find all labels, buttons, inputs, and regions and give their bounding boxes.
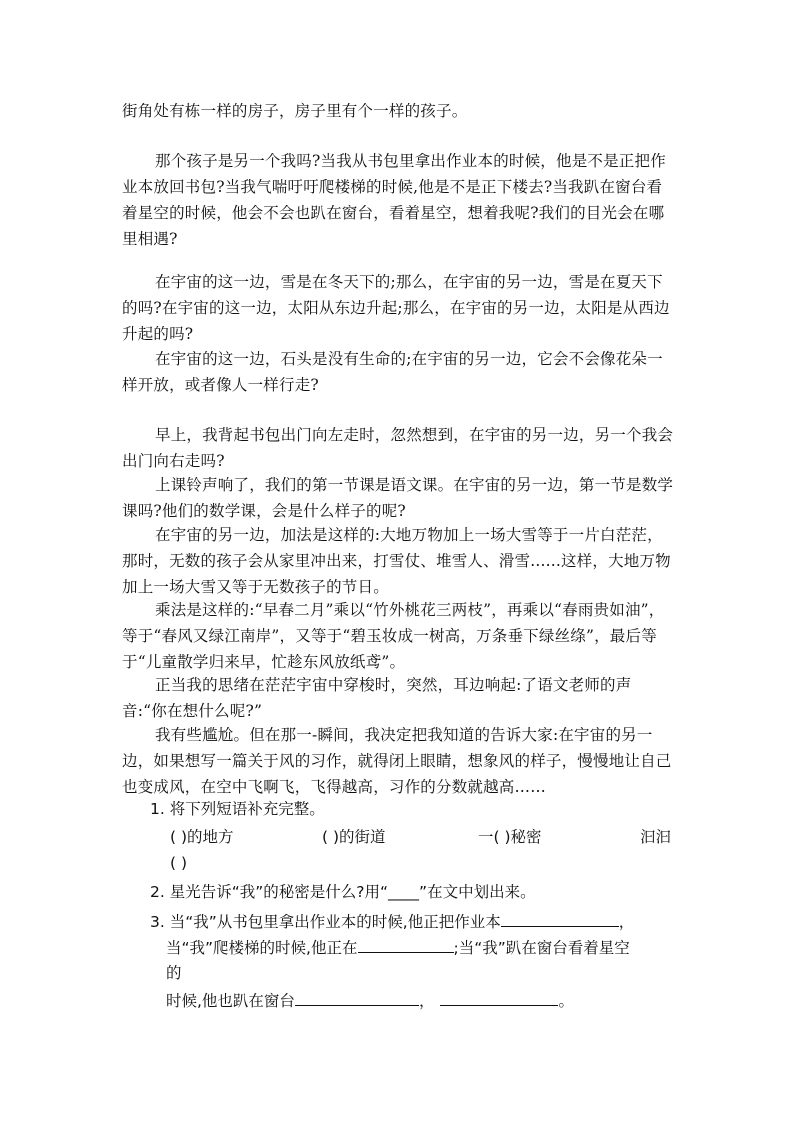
question-3-line-4 [166, 989, 574, 1012]
question-1-blank-1[interactable]: ( )的地方 [170, 828, 234, 846]
passage-paragraph-6: 在宇宙的另一边，加法是这样的:大地万物加上一场大雪等于一片白茫茫，那时，无数的孩子会从家里冲出来，打雪仗、堆雪人、滑雪......这样，大地万物加上一场大雪又等于无数孩子的节日。 [122, 526, 671, 596]
question-3-prompt-4: 时候,他也趴在窗台 [166, 992, 295, 1010]
question-1-title: 1. 将下列短语补充完整。 [150, 800, 325, 818]
answer-blank-4[interactable] [440, 989, 558, 1006]
question-3-line-2 [166, 936, 630, 959]
question-3-prompt-3: ;当“我”趴在窗台看着星空 [453, 939, 630, 957]
passage-paragraph-5: 上课铃声响了，我们的第一节课是语文课。在宇宙的另一边，第一节是数学课吗?他们的数学课，会是什么样子的呢? [122, 476, 674, 520]
question-3-prompt-1: 3. 当“我”从书包里拿出作业本的时候,他正把作业本 [150, 913, 501, 931]
question-1-item-4-label: 汩汩 [640, 828, 672, 846]
answer-blank-3[interactable] [295, 989, 419, 1006]
question-1-blank-2[interactable]: ( )的街道 [322, 828, 386, 846]
passage-paragraph-9: 我有些尴尬。但在那一-瞬间，我决定把我知道的告诉大家:在宇宙的另一边，如果想写一篇关于风的习作，就得闭上眼睛，想象风的样子，慢慢地让自己也变成风，在空中飞啊飞，飞得越高，习作的分数就越高…… [122, 726, 672, 796]
answer-blank-1[interactable] [501, 910, 619, 927]
passage-paragraph-7: 乘法是这样的:“早春二月”乘以“竹外桃花三两枝”，再乘以“春雨贵如油”，等于“春风又绿江南岸”，又等于“碧玉妆成一树高，万条垂下绿丝绦”，最后等于“儿童散学归来早，忙趁东风放纸鸢”。 [122, 601, 665, 671]
passage-paragraph-3: 在宇宙的这一边，石头是没有生命的;在宇宙的另一边，它会不会像花朵一样开放，或者像人一样行走? [122, 350, 663, 394]
question-3-period: 。 [558, 992, 574, 1010]
question-3-comma-2: ， [418, 992, 435, 1010]
passage-paragraph-0: 街角处有栋一样的房子，房子里有个一样的孩子。 [122, 102, 468, 120]
passage-paragraph-1: 那个孩子是另一个我吗?当我从书包里拿出作业本的时候，他是不是正把作业本放回书包?当我气喘吁吁爬楼梯的时候,他是不是正下楼去?当我趴在窗台看着星空的时候，他会不会也趴在窗台，看着星空，想着我呢?我们的目光会在哪里相遇? [122, 152, 666, 248]
question-1-blank-4[interactable]: ( ) [170, 854, 188, 872]
question-3-comma-1: ， [618, 913, 635, 931]
passage-paragraph-2: 在宇宙的这一边，雪是在冬天下的;那么，在宇宙的另一边，雪是在夏天下的吗?在宇宙的这一边，太阳从东边升起;那么，在宇宙的另一边，太阳是从西边升起的吗? [122, 273, 670, 343]
question-2: 2. 星光告诉“我”的秘密是什么?用“____”在文中划出来。 [150, 883, 536, 901]
question-1-blank-3[interactable]: 一( )秘密 [478, 828, 542, 846]
passage-paragraph-4: 早上，我背起书包出门向左走时，忽然想到，在宇宙的另一边，另一个我会出门向右走吗? [122, 426, 674, 470]
question-3-prompt-2: 当“我”爬楼梯的时候,他正在 [166, 939, 358, 957]
passage-paragraph-8: 正当我的思绪在茫茫宇宙中穿梭时，突然，耳边响起:了语文老师的声音:“你在想什么呢?” [122, 676, 632, 720]
question-3-line-3: 的 [166, 964, 182, 982]
question-3-line-1 [150, 910, 634, 933]
answer-blank-2[interactable] [358, 936, 454, 953]
